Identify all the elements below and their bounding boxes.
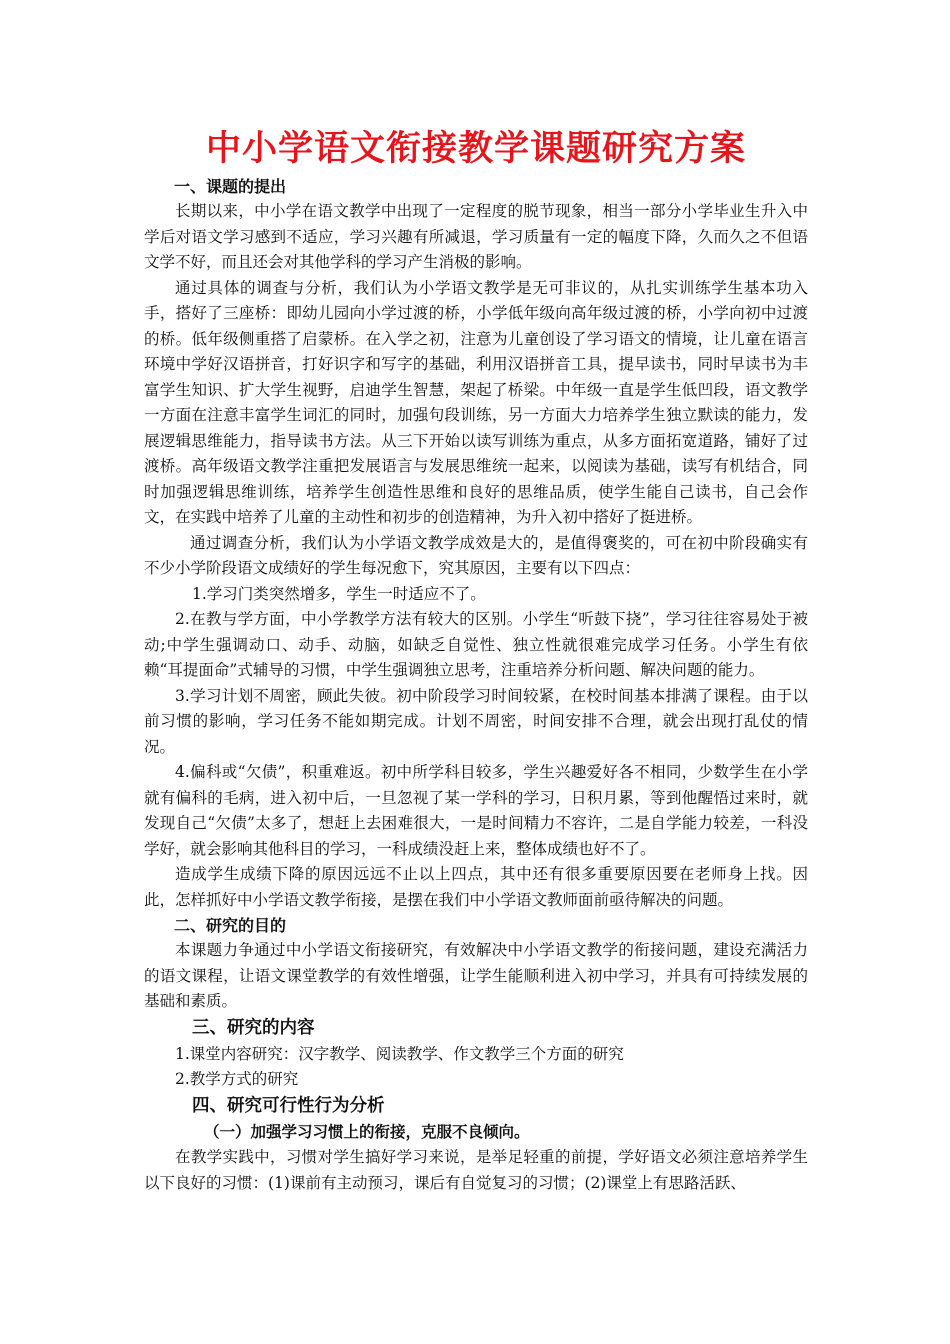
list-item: 1.学习门类突然增多，学生一时适应不了。 — [192, 584, 486, 603]
list-item: 2.在教与学方面，中小学教学方法有较大的区别。小学生“听鼓下挠”，学习往往容易处于被动;中学生强调动口、动手、动脑，如缺乏自觉性、独立性就很难完成学习任务。小学生有依赖“耳提面命”式辅导的习惯，中学生强调独立思考，注重培养分析问题、解决问题的能力。 — [144, 610, 808, 679]
list-item: 4.偏科或“欠债”，积重难返。初中所学科目较多，学生兴趣爱好各不相同，少数学生在小学就有偏科的毛病，进入初中后，一旦忽视了某一学科的学习，日积月累，等到他醒悟过来时，就发现自己“欠债”太多了，想赶上去困难很大，一是时间精力不容许，二是自学能力较差，一科没学好，就会影响其他科目的学习，一科成绩没赶上来，整体成绩也好不了。 — [144, 763, 808, 858]
list-item: 1.课堂内容研究：汉字教学、阅读教学、作文教学三个方面的研究 — [175, 1044, 624, 1063]
paragraph: 长期以来，中小学在语文教学中出现了一定程度的脱节现象，相当一部分小学毕业生升入中学后对语文学习感到不适应，学习兴趣有所减退，学习质量有一定的幅度下降，久而久之不但语文学不好，而且还会对其他学科的学习产生消极的影响。 — [144, 202, 808, 271]
section-heading-4: 四、研究可行性行为分析 — [192, 1095, 385, 1116]
list-item: 3.学习计划不周密，顾此失彼。初中阶段学习时间较紧，在校时间基本排满了课程。由于以前习惯的影响，学习任务不能如期完成。计划不周密，时间安排不合理，就会出现打乱仗的情况。 — [144, 686, 808, 756]
paragraph: 通过调查分析，我们认为小学语文教学成效是大的，是值得褒奖的，可在初中阶段确实有不少小学阶段语文成绩好的学生每况愈下，究其原因，主要有以下四点： — [144, 533, 808, 577]
list-item: 2.教学方式的研究 — [175, 1070, 299, 1088]
section-heading-1: 一、课题的提出 — [174, 177, 287, 196]
paragraph: 本课题力争通过中小学语文衔接研究，有效解决中小学语文教学的衔接问题，建设充满活力的语文课程，让语文课堂教学的有效性增强，让学生能顺利进入初中学习，并具有可持续发展的基础和素质。 — [144, 941, 808, 1010]
paragraph: 造成学生成绩下降的原因远远不止以上四点，其中还有很多重要原因要在老师身上找。因此，怎样抓好中小学语文教学衔接，是摆在我们中小学语文教师面前亟待解决的问题。 — [144, 865, 808, 909]
document-body — [144, 126, 808, 1196]
paragraph: 在教学实践中，习惯对学生搞好学习来说，是举足轻重的前提，学好语文必须注意培养学生以下良好的习惯：(1)课前有主动预习，课后有自觉复习的习惯；(2)课堂上有思路活跃、 — [144, 1148, 808, 1192]
section-heading-3: 三、研究的内容 — [192, 1017, 315, 1038]
paragraph: 通过具体的调查与分析，我们认为小学语文教学是无可非议的，从扎实训练学生基本功入手，搭好了三座桥：即幼儿园向小学过渡的桥，小学低年级向高年级过渡的桥，小学向初中过渡的桥。低年级侧重搭了启蒙桥。在入学之初，注意为儿童创设了学习语文的情境，让儿童在语言环境中学好汉语拼音，打好识字和写字的基础，利用汉语拼音工具，提早读书，同时早读书为丰富学生知识、扩大学生视野，启迪学生智慧，架起了桥梁。中年级一直是学生低凹段，语文教学一方面在注意丰富学生词汇的同时，加强句段训练，另一方面大力培养学生独立默读的能力，发展逻辑思维能力，指导读书方法。从三下开始以读写训练为重点，从多方面拓宽道路，铺好了过渡桥。高年级语文教学注重把发展语言与发展思维统一起来，以阅读为基础，读写有机结合，同时加强逻辑思维训练，培养学生创造性思维和良好的思维品质，使学生能自己读书，自己会作文，在实践中培养了儿童的主动性和初步的创造精神，为升入初中搭好了挺进桥。 — [144, 278, 808, 526]
subsection-heading: （一）加强学习习惯上的衔接，克服不良倾向。 — [204, 1122, 530, 1141]
section-heading-2: 二、研究的目的 — [174, 916, 287, 935]
document-title: 中小学语文衔接教学课题研究方案 — [205, 129, 746, 169]
